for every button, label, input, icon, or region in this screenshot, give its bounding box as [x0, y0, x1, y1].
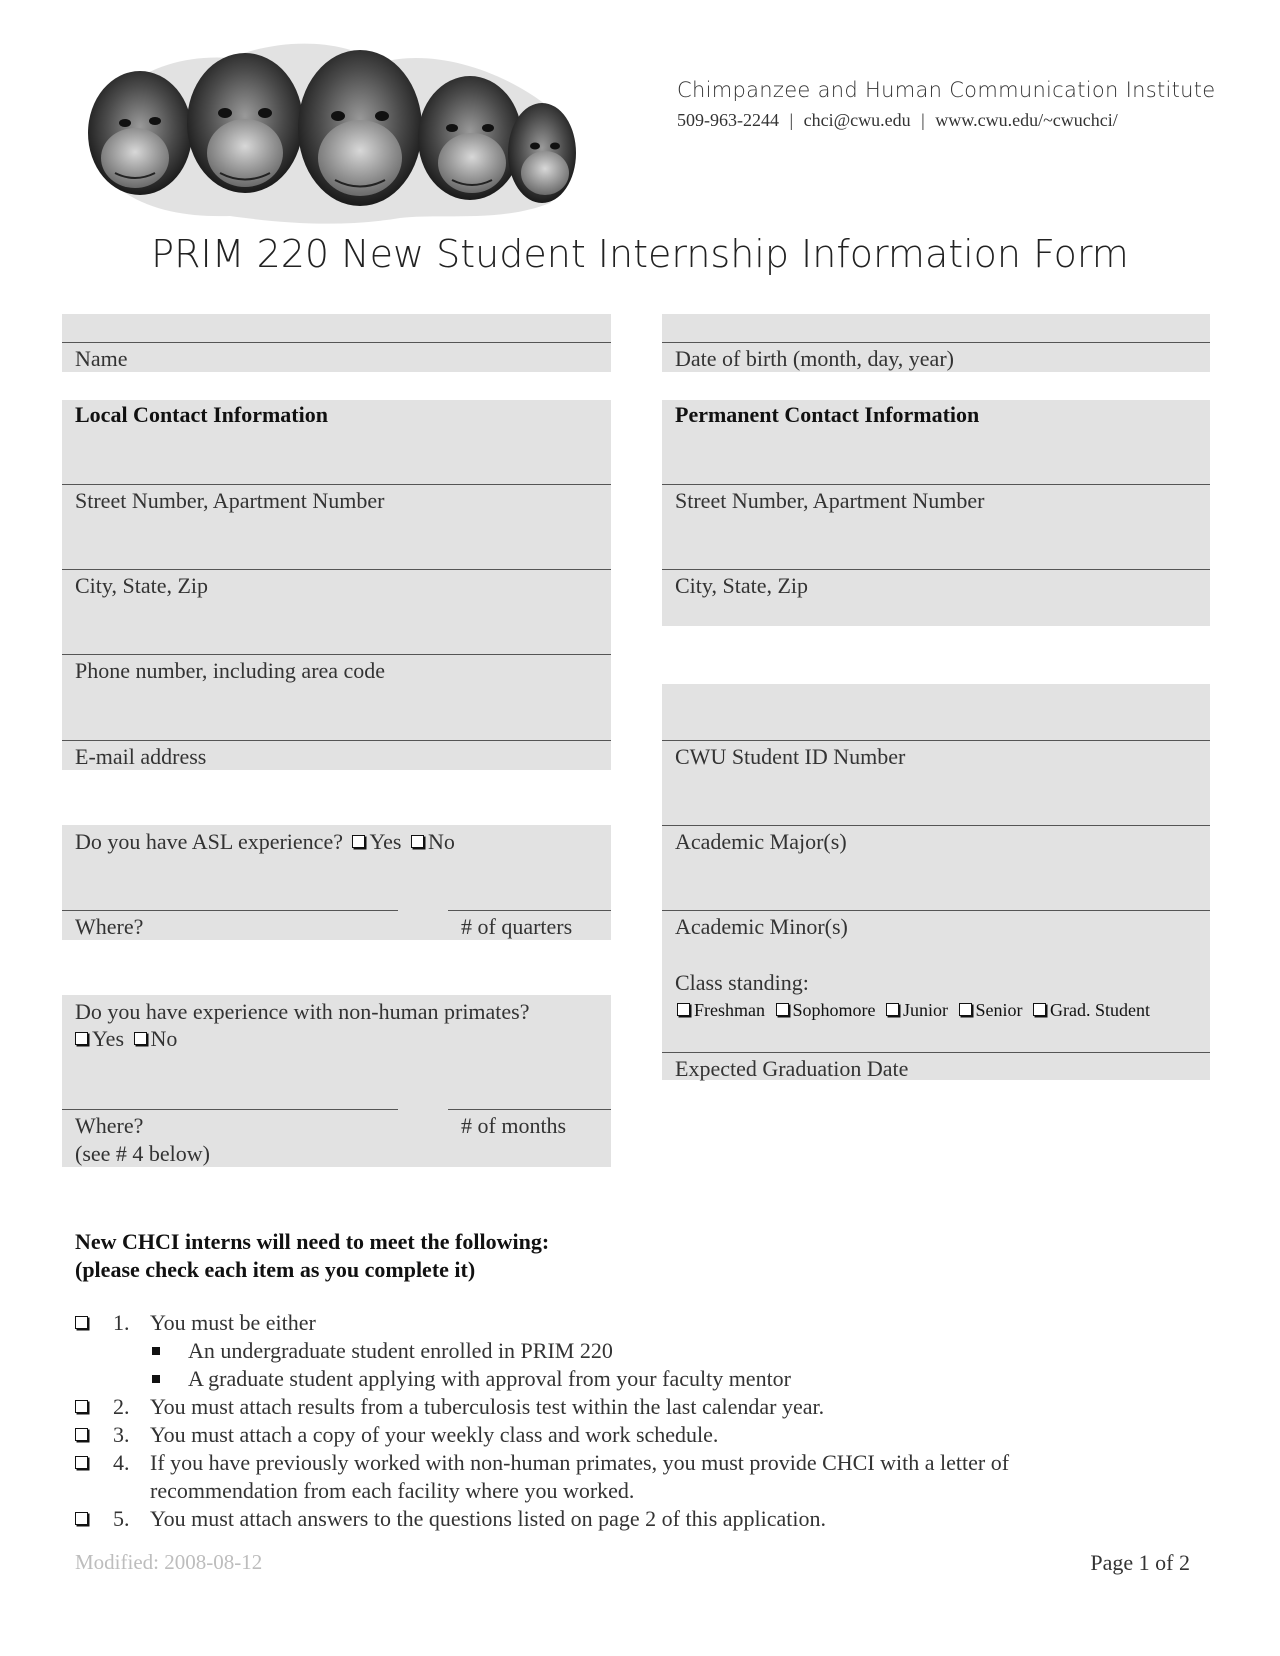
- checkbox-icon[interactable]: [75, 1400, 88, 1413]
- asl-where-label: Where?: [75, 914, 144, 939]
- sub-requirement-text: A graduate student applying with approval from your faculty mentor: [188, 1366, 792, 1391]
- standing-freshman[interactable]: Freshman: [677, 1000, 765, 1020]
- sub-requirement-text: An undergraduate student enrolled in PRIM 220: [188, 1338, 613, 1363]
- primate-where-line[interactable]: [62, 1109, 398, 1110]
- email-line[interactable]: [62, 740, 611, 741]
- name-field[interactable]: [62, 314, 611, 372]
- requirement-text: You must be either: [150, 1310, 316, 1335]
- checkbox-icon[interactable]: [1033, 1003, 1046, 1016]
- checkbox-icon[interactable]: [75, 1316, 88, 1329]
- contact-separator: |: [921, 110, 925, 130]
- primate-yes-option[interactable]: Yes: [75, 1026, 124, 1051]
- requirement-item: [75, 1422, 88, 1448]
- local-street-line[interactable]: [62, 484, 611, 485]
- requirements-heading-line2: (please check each item as you complete it): [75, 1257, 476, 1282]
- primate-options: [75, 1026, 177, 1052]
- standing-junior[interactable]: Junior: [886, 1000, 948, 1020]
- checkbox-icon[interactable]: [352, 835, 365, 848]
- standing-grad[interactable]: Grad. Student: [1033, 1000, 1150, 1020]
- asl-quarters-line[interactable]: [448, 910, 611, 911]
- form-title: PRIM 220 New Student Internship Information Form: [151, 232, 1129, 276]
- minor-label: Academic Minor(s): [675, 914, 848, 939]
- asl-no-option[interactable]: No: [411, 829, 455, 854]
- standing-sophomore[interactable]: Sophomore: [776, 1000, 876, 1020]
- asl-quarters-label: # of quarters: [461, 914, 573, 939]
- primate-question: Do you have experience with non-human primates?: [75, 999, 530, 1024]
- primate-no-option[interactable]: No: [134, 1026, 178, 1051]
- perm-street-label: Street Number, Apartment Number: [675, 488, 985, 513]
- asl-yes-option[interactable]: Yes: [352, 829, 401, 854]
- requirements-heading: [75, 1228, 549, 1284]
- contact-separator: |: [789, 110, 794, 130]
- checkbox-icon[interactable]: [886, 1003, 899, 1016]
- institute-name: Chimpanzee and Human Communication Institute: [677, 78, 1216, 102]
- contact-phone: 509-963-2244: [677, 110, 779, 130]
- checkbox-icon[interactable]: [75, 1428, 88, 1441]
- asl-question-text: Do you have ASL experience?: [75, 829, 343, 854]
- requirement-text: You must attach answers to the questions listed on page 2 of this application.: [150, 1506, 827, 1531]
- requirement-num: 4.: [113, 1450, 130, 1475]
- email-label: E-mail address: [75, 744, 207, 769]
- modified-date: Modified: 2008-08-12: [75, 1550, 263, 1574]
- perm-street-line[interactable]: [662, 484, 1210, 485]
- requirement-item: [75, 1394, 88, 1420]
- asl-where-line[interactable]: [62, 910, 398, 911]
- contact-email[interactable]: chci@cwu.edu: [803, 110, 911, 130]
- checkbox-icon[interactable]: [134, 1032, 147, 1045]
- checkbox-icon[interactable]: [75, 1512, 88, 1525]
- requirement-item: [75, 1310, 88, 1336]
- contact-line: [677, 110, 1118, 131]
- requirement-num: 3.: [113, 1422, 130, 1447]
- primate-months-line[interactable]: [448, 1109, 611, 1110]
- class-standing-label: Class standing:: [675, 970, 809, 995]
- perm-city-line[interactable]: [662, 569, 1210, 570]
- requirement-num: 2.: [113, 1394, 130, 1419]
- checkbox-icon[interactable]: [776, 1003, 789, 1016]
- major-label: Academic Major(s): [675, 829, 847, 854]
- phone-line[interactable]: [62, 654, 611, 655]
- local-city-label: City, State, Zip: [75, 573, 209, 598]
- sub-requirement: [152, 1366, 160, 1392]
- standing-senior[interactable]: Senior: [959, 1000, 1023, 1020]
- student-id-label: CWU Student ID Number: [675, 744, 906, 769]
- primate-where-label: Where?: [75, 1113, 144, 1138]
- minor-line[interactable]: [662, 910, 1210, 911]
- dob-line: [662, 342, 1210, 343]
- student-id-line[interactable]: [662, 740, 1210, 741]
- requirement-text: If you have previously worked with non-human primates, you must provide CHCI with a letter of: [150, 1450, 1010, 1475]
- page-number: Page 1 of 2: [1090, 1550, 1190, 1575]
- requirement-text: You must attach a copy of your weekly class and work schedule.: [150, 1422, 719, 1447]
- contact-website[interactable]: www.cwu.edu/~cwuchci/: [935, 110, 1118, 130]
- asl-question: [75, 829, 455, 855]
- primate-months-label: # of months: [461, 1113, 567, 1138]
- major-line[interactable]: [662, 825, 1210, 826]
- requirement-num: 5.: [113, 1506, 130, 1531]
- requirement-text: You must attach results from a tuberculosis test within the last calendar year.: [150, 1394, 825, 1419]
- checkbox-icon[interactable]: [959, 1003, 972, 1016]
- requirement-num: 1.: [113, 1310, 130, 1335]
- grad-date-label: Expected Graduation Date: [675, 1056, 909, 1081]
- permanent-contact-heading: Permanent Contact Information: [675, 402, 980, 427]
- checkbox-icon[interactable]: [411, 835, 424, 848]
- checkbox-icon[interactable]: [75, 1032, 88, 1045]
- bullet-icon: [152, 1347, 160, 1355]
- phone-label: Phone number, including area code: [75, 658, 386, 683]
- class-standing-options: [677, 1000, 1150, 1021]
- name-line: [62, 342, 611, 343]
- local-city-line[interactable]: [62, 569, 611, 570]
- requirement-text-continued: recommendation from each facility where you worked.: [150, 1478, 635, 1503]
- checkbox-icon[interactable]: [677, 1003, 690, 1016]
- name-label: Name: [75, 346, 128, 371]
- checkbox-icon[interactable]: [75, 1456, 88, 1469]
- grad-date-line[interactable]: [662, 1052, 1210, 1053]
- bullet-icon: [152, 1375, 160, 1383]
- requirement-item: [75, 1506, 88, 1532]
- sub-requirement: [152, 1338, 160, 1364]
- dob-label: Date of birth (month, day, year): [675, 346, 954, 371]
- chimpanzee-faces-illustration: [80, 28, 580, 228]
- local-contact-heading: Local Contact Information: [75, 402, 328, 427]
- requirement-item: [75, 1450, 88, 1476]
- local-street-label: Street Number, Apartment Number: [75, 488, 385, 513]
- primate-see-below: (see # 4 below): [75, 1141, 211, 1166]
- perm-city-label: City, State, Zip: [675, 573, 809, 598]
- requirements-heading-line1: New CHCI interns will need to meet the following:: [75, 1229, 550, 1254]
